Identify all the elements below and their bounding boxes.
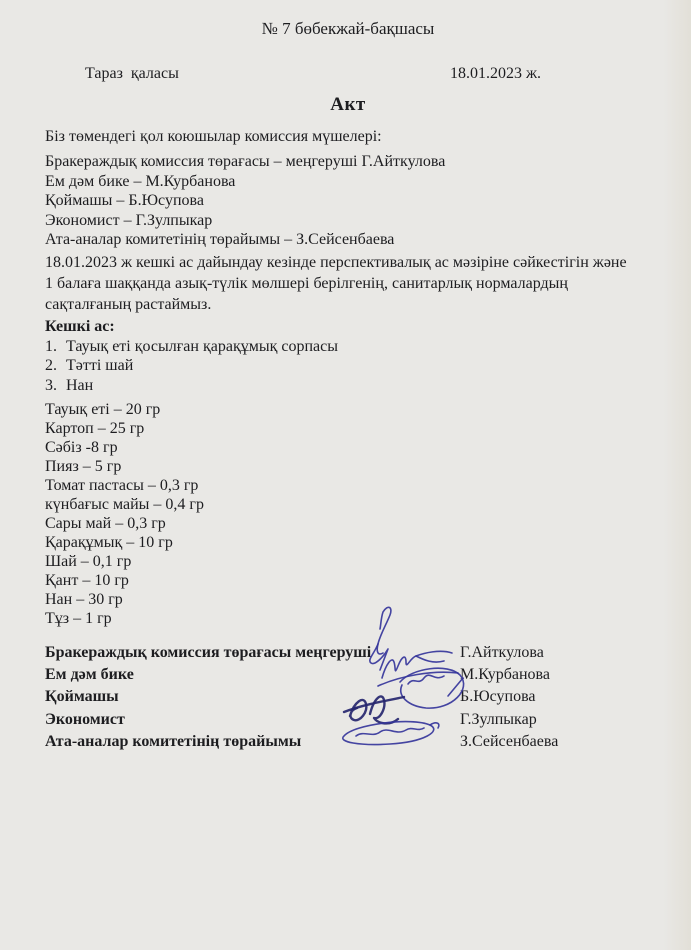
portions-list <box>45 400 651 628</box>
meal-item-number: 1. <box>45 337 57 355</box>
meal-item <box>45 356 651 376</box>
portion-line: Пияз – 5 гр <box>45 458 122 475</box>
signature-row <box>45 731 651 753</box>
meal-heading: Кешкі ас: <box>45 317 115 335</box>
signature-row <box>45 709 651 731</box>
meal-item-number: 2. <box>45 357 57 374</box>
commission-member-line: Ем дәм бике – М.Курбанова <box>45 172 236 190</box>
org-title: № 7 бөбекжай-бақшасы <box>261 19 435 38</box>
signature-name: З.Сейсенбаева <box>460 732 559 750</box>
portion-line: Тұз – 1 гр <box>45 610 112 627</box>
meal-item <box>45 337 651 357</box>
signature-name: М.Курбанова <box>460 666 550 684</box>
portion-line: Сәбіз -8 гр <box>45 439 118 456</box>
signature-block <box>45 642 651 753</box>
commission-member-line: Бракераждық комиссия төрағасы – меңгеруші Г.Айткулова <box>45 153 446 170</box>
commission-member-line: Экономист – Г.Зулпыкар <box>45 211 213 229</box>
signature-role: Бракераждық комиссия төрағасы меңгеруші <box>45 644 372 661</box>
signature-row <box>45 664 651 686</box>
portion-line: Томат пастасы – 0,3 гр <box>45 477 199 494</box>
city-date-row <box>45 65 651 85</box>
meal-item-text: Тауық еті қосылған қарақұмық сорпасы <box>66 337 338 355</box>
intro-line: Біз төмендегі қол коюшылар комиссия мүшелері: <box>45 128 382 145</box>
meal-item-text: Тәтті шай <box>66 357 134 374</box>
statement-paragraph <box>45 252 651 315</box>
portion-line: Қант – 10 гр <box>45 572 129 589</box>
date-label: 18.01.2023 ж. <box>450 65 542 82</box>
portion-line: Сары май – 0,3 гр <box>45 515 166 532</box>
commission-member-line: Қоймашы – Б.Юсупова <box>45 192 204 209</box>
portion-line: Картоп – 25 гр <box>45 420 145 437</box>
signature-role: Қоймашы <box>45 688 119 706</box>
signature-role: Экономист <box>45 710 125 728</box>
signature-row <box>45 686 651 708</box>
meal-items-list <box>45 337 651 396</box>
meal-item <box>45 376 651 396</box>
signature-name: Г.Зулпыкар <box>460 710 537 728</box>
signature-row <box>45 642 651 664</box>
signature-name: Г.Айткулова <box>460 644 544 661</box>
portion-line: күнбағыс майы – 0,4 гр <box>45 496 204 513</box>
portion-line: Шай – 0,1 гр <box>45 553 132 570</box>
meal-item-text: Нан <box>66 376 94 394</box>
signature-name: Б.Юсупова <box>460 688 536 706</box>
portion-line: Тауық еті – 20 гр <box>45 401 161 418</box>
statement-line: 1 балаға шаққанда азық-түлік мөлшері берілгенің, санитарлық нормалардың <box>45 274 568 292</box>
portion-line: Қарақұмық – 10 гр <box>45 534 173 551</box>
city-label: Тараз қаласы <box>85 65 179 82</box>
signature-role: Ата-аналар комитетінің төрайымы <box>45 732 302 750</box>
statement-line: 18.01.2023 ж кешкі ас дайындау кезінде перспективалық ас мәзіріне сәйкестігін және <box>45 253 627 271</box>
signature-role: Ем дәм бике <box>45 666 134 684</box>
statement-line: сақталғаның растаймыз. <box>45 295 212 313</box>
commission-list <box>45 152 651 250</box>
doc-title: Акт <box>330 94 366 115</box>
portion-line: Нан – 30 гр <box>45 591 123 608</box>
commission-member-line: Ата-аналар комитетінің төрайымы – З.Сейсенбаева <box>45 231 395 248</box>
meal-item-number: 3. <box>45 376 57 394</box>
